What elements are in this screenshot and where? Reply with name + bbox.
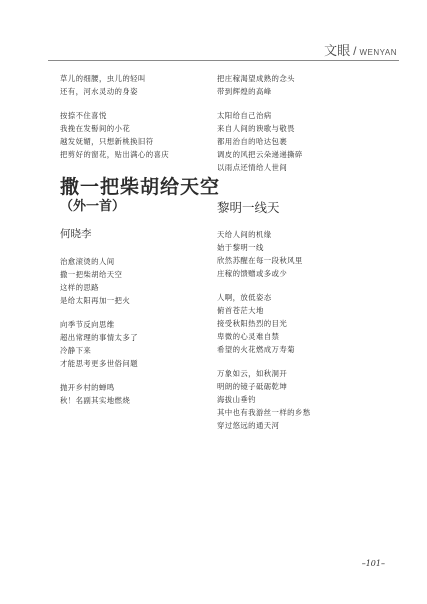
poem-line: 庄稼的馈赠或多或少 [217,269,288,278]
poem-line: 还有，河水灵动的身姿 [60,87,138,96]
poem-line: 希望的火花燃成万寿菊 [217,345,295,354]
poem-line: 越发妩媚，只想新桃换旧符 [60,137,154,146]
poem-line: 草儿的细腰，虫儿的轻叫 [60,74,146,83]
stanza [217,228,393,280]
header-title-en: WENYAN [359,48,397,57]
stanza [60,109,222,161]
poem-line: 接受秋阳热烈的目光 [217,319,288,328]
poem-line: 秋！名副其实地燃烧 [60,396,131,405]
stanza [217,291,393,356]
poem-title: 黎明一线天 [217,200,280,215]
poem-line: 穿过悠远的通天河 [217,421,280,430]
header-title-cn: 文眼 [324,44,351,59]
poem-line: 带到辉煌的高峰 [217,87,272,96]
poem-title: 撒一把柴胡给天空 [60,176,221,198]
poem-author: 何晓李 [60,228,92,240]
running-header [324,40,397,59]
poem-line: 才能思考更多世俗问题 [60,359,138,368]
poem-line: 卑微的心灵难自禁 [217,332,280,341]
poem-line: 太阳给自己治病 [217,111,272,120]
poem-line: 抛开乡村的蝉鸣 [60,383,115,392]
poem-line: 万象如云，如秋洞开 [217,369,288,378]
poem-line: 以雨点还情给人世间 [217,163,288,172]
stanza [217,72,393,98]
poem-line: 调皮的风把云朵递递撕碎 [217,150,303,159]
stanza [60,381,222,407]
left-column [60,72,222,418]
stanza [217,367,393,432]
stanza [60,72,222,98]
stanza [60,255,222,307]
poem-line: 向季节反向思维 [60,320,115,329]
poem-line: 人啊，放低姿态 [217,293,272,302]
right-column [217,72,393,443]
poem-line: 把剪好的窗花，贴出满心的喜庆 [60,150,170,159]
poem-line: 来自人间的谀歌与敬畏 [217,124,295,133]
poem-subtitle: （外一首） [60,199,126,214]
poem-line: 超出常理的事情太多了 [60,333,138,342]
poem-line: 按捺不住喜悦 [60,111,107,120]
poem-line: 把庄稼渴望成熟的念头 [217,74,295,83]
header-slash: / [353,44,357,58]
poem-line: 欣然苏醒在每一段秋风里 [217,256,303,265]
poem-line: 冷静下来 [60,346,92,355]
page-number: –101– [361,559,385,568]
poem-line: 其中也有我游丝一样的乡愁 [217,408,311,417]
poem-line: 海拔山垂钓 [217,395,256,404]
poem-line: 俯首苍茫大地 [217,306,264,315]
poem-line: 这样的思路 [60,283,99,292]
poem-line: 是给太阳再加一把火 [60,296,131,305]
poem-line: 撒一把柴胡给天空 [60,270,123,279]
poem-line: 天给人间的机缘 [217,230,272,239]
poem-line: 我挽在发髻间的小花 [60,124,131,133]
poem-line: 明朗的镜子砥砺乾坤 [217,382,288,391]
stanza [60,318,222,370]
poem-line: 都用治自的哈达包裹 [217,137,288,146]
header-rule [48,60,399,61]
poem-line: 始于黎明一线 [217,243,264,252]
stanza [217,109,393,174]
poem-line: 治愈滚烫的人间 [60,257,115,266]
